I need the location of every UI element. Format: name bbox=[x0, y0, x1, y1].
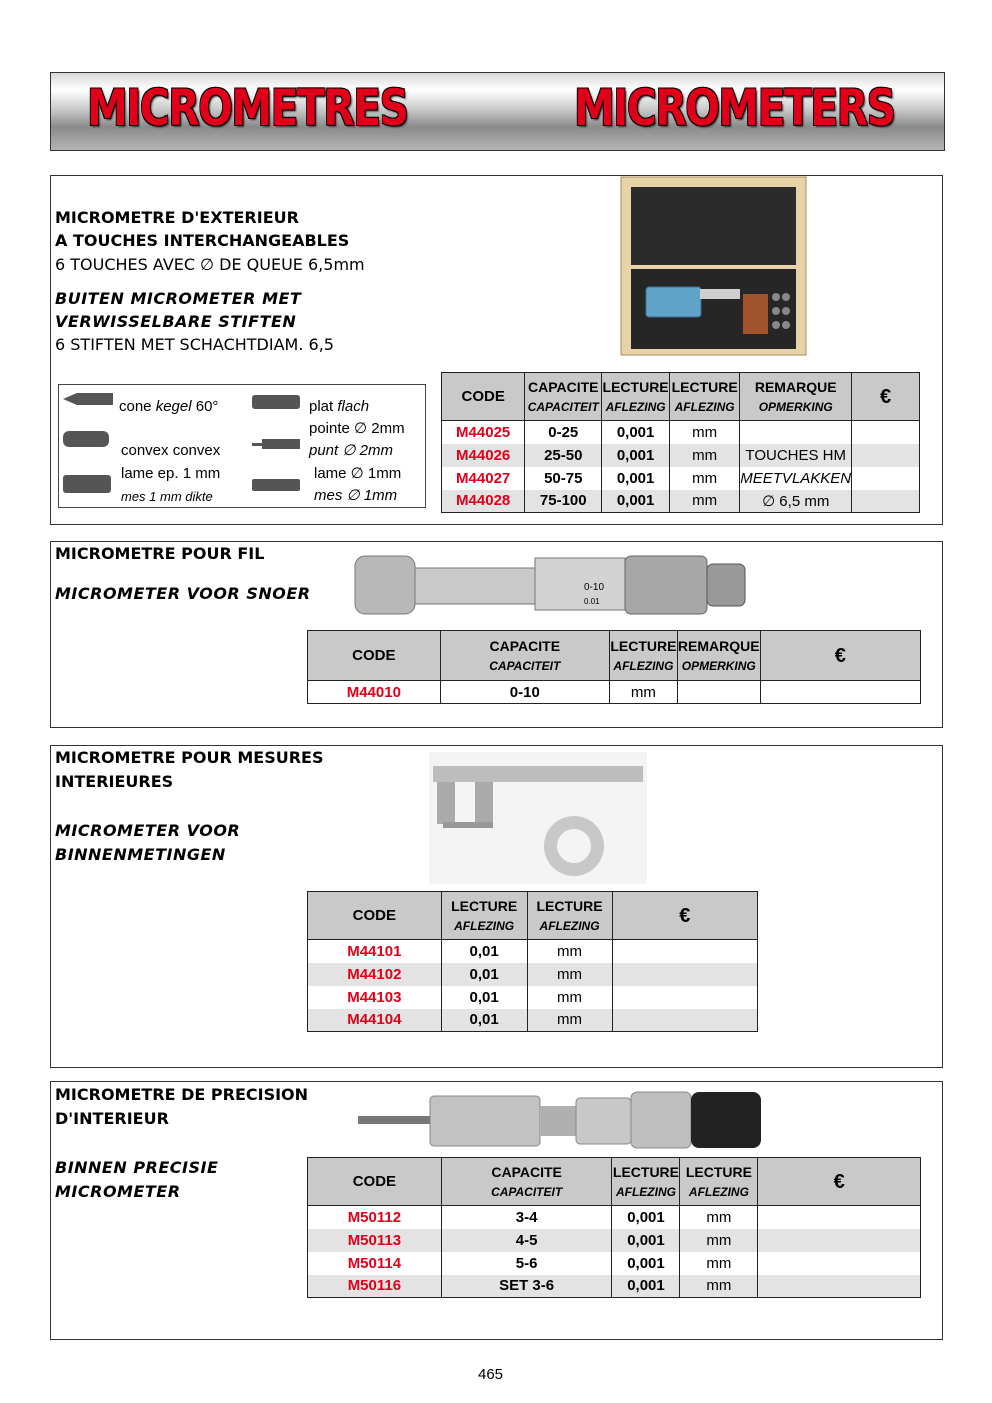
title-banner bbox=[50, 72, 945, 151]
table-row: M44101 0,01 mm bbox=[308, 940, 758, 963]
section-title-fr-line2: A TOUCHES INTERCHANGEABLES bbox=[55, 231, 350, 250]
col-capaciteit: CAPACITEIT bbox=[527, 399, 599, 414]
section-title-fr-line2: D'INTERIEUR bbox=[55, 1109, 169, 1128]
spec-table-exterior bbox=[441, 372, 920, 513]
col-lecture: LECTURE bbox=[602, 378, 669, 395]
section-interior-micrometer bbox=[50, 745, 943, 1068]
banner-title-nl: MICROMETERS bbox=[574, 79, 895, 137]
tip-mes-dia: mes ∅ 1mm bbox=[314, 487, 398, 504]
spec-table-precision: CODE CAPACITE CAPACITEIT LECTURE AFLEZING LECTURE AFLEZING € M50112 3-4 0,001 mm M50113 4-5 0,001 mm M50114 5-6 0,001 mm M50116 SET 3-6 0,001 mm bbox=[307, 1157, 921, 1298]
spec-table-wire: CODE CAPACITE CAPACITEIT LECTURE AFLEZING REMARQUE OPMERKING € M44010 0-10 mm bbox=[307, 630, 921, 704]
tip-mes-dikte: mes 1 mm dikte bbox=[121, 489, 213, 504]
col-remarque: REMARQUE bbox=[754, 378, 837, 395]
section-title-fr-line1: MICROMETRE POUR MESURES bbox=[55, 748, 324, 767]
table-row: M44026 25-50 0,001 mm TOUCHES HM bbox=[442, 444, 920, 467]
section-precision-interior-micrometer bbox=[50, 1081, 943, 1340]
tip-punt-size: ∅ 2mm bbox=[342, 442, 393, 459]
table-row: M44102 0,01 mm bbox=[308, 963, 758, 986]
tip-lame-ep: lame ep. 1 mm bbox=[121, 465, 221, 482]
cone-tip-icon bbox=[63, 391, 113, 407]
section-title-fr-line2: INTERIEURES bbox=[55, 772, 174, 791]
section-title-nl-line1: BINNEN PRECISIE bbox=[55, 1158, 219, 1177]
tips-legend bbox=[58, 384, 426, 508]
section-title-fr-line1: MICROMETRE D'EXTERIEUR bbox=[55, 208, 299, 227]
section-title-nl-line1: BUITEN MICROMETER MET bbox=[55, 289, 302, 308]
section-title-nl-line2: MICROMETER bbox=[55, 1182, 181, 1201]
image-label-range: 0-10 bbox=[584, 582, 605, 593]
wire-micrometer-image bbox=[351, 548, 751, 620]
section-subtitle-fr: 6 TOUCHES AVEC ∅ DE QUEUE 6,5mm bbox=[55, 255, 365, 274]
table-row: M44104 0,01 mm bbox=[308, 1009, 758, 1032]
flat-tip-icon bbox=[252, 393, 300, 411]
section-subtitle-nl: 6 STIFTEN MET SCHACHTDIAM. 6,5 bbox=[55, 335, 334, 354]
section-title-fr-line1: MICROMETRE DE PRECISION bbox=[55, 1085, 309, 1104]
tip-cone-angle: 60° bbox=[195, 398, 219, 415]
section-title-fr: MICROMETRE POUR FIL bbox=[55, 544, 265, 563]
point-tip-icon bbox=[252, 437, 300, 451]
precision-micrometer-image bbox=[356, 1088, 764, 1152]
tip-convex: convex convex bbox=[121, 442, 221, 459]
section-title-nl-line1: MICROMETER VOOR bbox=[55, 821, 241, 840]
section-exterior-micrometer bbox=[50, 175, 943, 525]
tip-cone-nl: kegel bbox=[155, 398, 192, 415]
spec-table-interior: CODE LECTURE AFLEZING LECTURE AFLEZING € M44101 0,01 mm M44102 0,01 mm M44103 0,01 mm M44104 0,01 mm bbox=[307, 891, 758, 1032]
banner-title-fr: MICROMETRES bbox=[87, 79, 408, 137]
table-row: M44027 50-75 0,001 mm MEETVLAKKEN bbox=[442, 467, 920, 490]
tip-punt: punt bbox=[309, 442, 339, 459]
table-row: M44028 75-100 0,001 mm ∅ 6,5 mm bbox=[442, 490, 920, 513]
tip-plat-nl: flach bbox=[337, 398, 370, 415]
tip-lame-dia: lame ∅ 1mm bbox=[314, 465, 402, 482]
col-lecture-2: LECTURE bbox=[671, 378, 738, 395]
section-wire-micrometer bbox=[50, 541, 943, 728]
section-title-nl-line2: BINNENMETINGEN bbox=[55, 845, 226, 864]
table-row: M44010 0-10 mm bbox=[308, 681, 921, 704]
tip-pointe: pointe ∅ 2mm bbox=[309, 420, 405, 437]
table-row: M50112 3-4 0,001 mm bbox=[308, 1206, 921, 1229]
image-label-res: 0.01 bbox=[584, 597, 600, 606]
blade-tip-icon bbox=[63, 473, 111, 495]
table-row: M50114 5-6 0,001 mm bbox=[308, 1252, 921, 1275]
col-aflezing-2: AFLEZING bbox=[674, 399, 735, 414]
table-row: M50113 4-5 0,001 mm bbox=[308, 1229, 921, 1252]
page-number: 465 bbox=[478, 1366, 504, 1383]
table-row: M50116 SET 3-6 0,001 mm bbox=[308, 1275, 921, 1298]
table-row: M44025 0-25 0,001 mm bbox=[442, 421, 920, 444]
col-capacite: CAPACITE bbox=[527, 378, 599, 395]
col-code: CODE bbox=[442, 373, 525, 421]
blade-round-tip-icon bbox=[252, 477, 300, 493]
convex-tip-icon bbox=[63, 429, 109, 449]
tip-cone: cone bbox=[119, 398, 152, 415]
col-opmerking: OPMERKING bbox=[758, 399, 833, 414]
micrometer-case-image bbox=[618, 169, 813, 359]
col-aflezing: AFLEZING bbox=[605, 399, 666, 414]
col-euro: € bbox=[852, 373, 920, 421]
section-title-nl: MICROMETER VOOR SNOER bbox=[55, 584, 311, 603]
interior-micrometer-image bbox=[429, 752, 647, 884]
table-row: M44103 0,01 mm bbox=[308, 986, 758, 1009]
section-title-nl-line2: VERWISSELBARE STIFTEN bbox=[55, 312, 297, 331]
tip-plat: plat bbox=[309, 398, 334, 415]
